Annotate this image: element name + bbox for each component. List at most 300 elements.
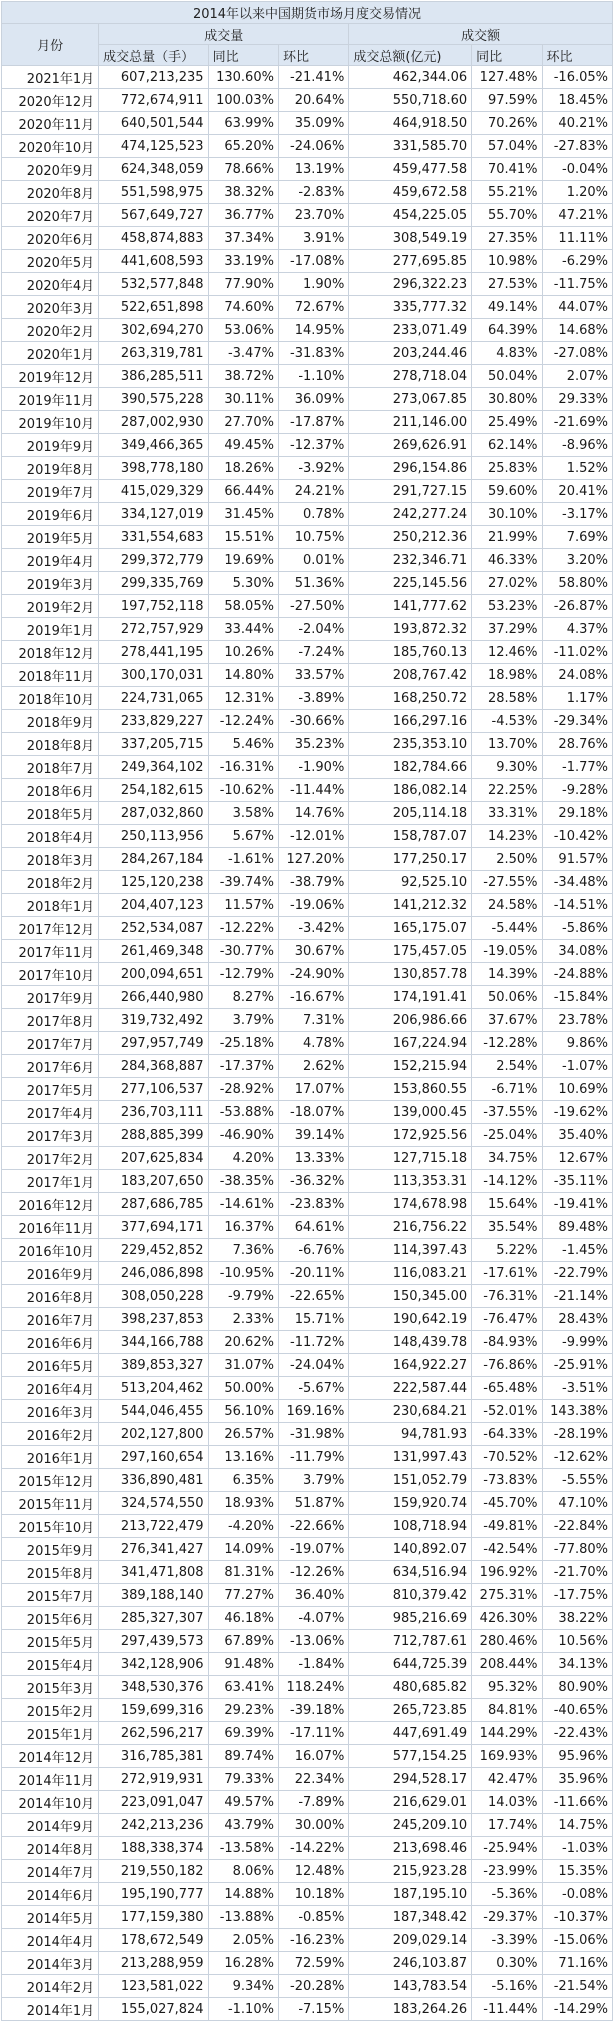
volume-cell: 337,205,715 — [99, 733, 208, 756]
amount-yoy-cell: 30.10% — [472, 503, 542, 526]
month-cell: 2019年7月 — [2, 480, 99, 503]
month-cell: 2018年5月 — [2, 802, 99, 825]
amount-mom-cell: 95.96% — [542, 1745, 612, 1768]
amount-mom-cell: -12.62% — [542, 1446, 612, 1469]
amount-yoy-cell: 15.64% — [472, 1193, 542, 1216]
amount-yoy-cell: 37.29% — [472, 618, 542, 641]
amount-cell: 131,997.43 — [349, 1446, 472, 1469]
volume-yoy-cell: 38.72% — [208, 365, 278, 388]
amount-yoy-cell: -70.52% — [472, 1446, 542, 1469]
volume-yoy-cell: 18.26% — [208, 457, 278, 480]
volume-cell: 341,471,808 — [99, 1561, 208, 1584]
table-row — [2, 319, 613, 342]
amount-mom-cell: 11.11% — [542, 227, 612, 250]
volume-yoy-cell: 5.67% — [208, 825, 278, 848]
month-cell: 2020年8月 — [2, 181, 99, 204]
amount-cell: 206,986.66 — [349, 1009, 472, 1032]
volume-cell: 398,237,853 — [99, 1308, 208, 1331]
table-row — [2, 1883, 613, 1906]
volume-mom-cell: 14.95% — [278, 319, 348, 342]
amount-yoy-cell: 27.53% — [472, 273, 542, 296]
month-cell: 2020年6月 — [2, 227, 99, 250]
table-row — [2, 388, 613, 411]
month-cell: 2015年6月 — [2, 1607, 99, 1630]
volume-cell: 349,466,365 — [99, 434, 208, 457]
amount-cell: 166,297.16 — [349, 710, 472, 733]
month-cell: 2017年10月 — [2, 963, 99, 986]
amount-cell: 331,585.70 — [349, 135, 472, 158]
amount-cell: 140,892.07 — [349, 1538, 472, 1561]
volume-cell: 272,919,931 — [99, 1768, 208, 1791]
month-cell: 2019年2月 — [2, 595, 99, 618]
volume-mom-cell: 118.24% — [278, 1676, 348, 1699]
volume-group-header: 成交量 — [99, 24, 349, 45]
volume-mom-cell: 10.18% — [278, 1883, 348, 1906]
month-cell: 2017年5月 — [2, 1078, 99, 1101]
volume-mom-cell: 36.40% — [278, 1584, 348, 1607]
month-cell: 2019年9月 — [2, 434, 99, 457]
volume-yoy-cell: 2.33% — [208, 1308, 278, 1331]
amount-cell: 211,146.00 — [349, 411, 472, 434]
volume-yoy-cell: 56.10% — [208, 1400, 278, 1423]
volume-yoy-cell: 19.69% — [208, 549, 278, 572]
volume-yoy-cell: 27.70% — [208, 411, 278, 434]
amount-mom-cell: -21.14% — [542, 1285, 612, 1308]
table-row — [2, 1032, 613, 1055]
volume-mom-cell: -7.15% — [278, 1998, 348, 2021]
amount-cell: 167,224.94 — [349, 1032, 472, 1055]
table-row — [2, 89, 613, 112]
amount-cell: 213,698.46 — [349, 1837, 472, 1860]
table-row — [2, 1975, 613, 1998]
amount-cell: 130,857.78 — [349, 963, 472, 986]
volume-mom-cell: 33.57% — [278, 664, 348, 687]
amount-yoy-cell: -17.61% — [472, 1262, 542, 1285]
amount-yoy-cell: -19.05% — [472, 940, 542, 963]
amount-cell: 294,528.17 — [349, 1768, 472, 1791]
amount-cell: 634,516.94 — [349, 1561, 472, 1584]
volume-mom-cell: 3.79% — [278, 1469, 348, 1492]
amount-yoy-cell: 95.32% — [472, 1676, 542, 1699]
volume-mom-cell: -17.11% — [278, 1722, 348, 1745]
amount-group-header: 成交额 — [349, 24, 613, 45]
amount-mom-cell: 10.56% — [542, 1630, 612, 1653]
amount-cell: 246,103.87 — [349, 1952, 472, 1975]
volume-mom-cell: 17.07% — [278, 1078, 348, 1101]
month-cell: 2020年12月 — [2, 89, 99, 112]
volume-cell: 344,166,788 — [99, 1331, 208, 1354]
volume-cell: 249,364,102 — [99, 756, 208, 779]
volume-mom-cell: -13.06% — [278, 1630, 348, 1653]
month-cell: 2020年4月 — [2, 273, 99, 296]
amount-cell: 459,672.58 — [349, 181, 472, 204]
volume-yoy-cell: 53.06% — [208, 319, 278, 342]
amount-yoy-cell: 42.47% — [472, 1768, 542, 1791]
amount-mom-cell: -26.87% — [542, 595, 612, 618]
amount-yoy-cell: 10.98% — [472, 250, 542, 273]
volume-cell: 331,554,683 — [99, 526, 208, 549]
amount-cell: 459,477.58 — [349, 158, 472, 181]
volume-mom-cell: 36.09% — [278, 388, 348, 411]
amount-mom-cell: -77.80% — [542, 1538, 612, 1561]
volume-cell: 772,674,911 — [99, 89, 208, 112]
amount-yoy-cell: 62.14% — [472, 434, 542, 457]
amount-mom-cell: -3.51% — [542, 1377, 612, 1400]
amount-mom-cell: 1.20% — [542, 181, 612, 204]
volume-cell: 178,672,549 — [99, 1929, 208, 1952]
amount-cell: 177,250.17 — [349, 848, 472, 871]
month-cell: 2016年4月 — [2, 1377, 99, 1400]
volume-mom-cell: -20.11% — [278, 1262, 348, 1285]
volume-mom-cell: -1.84% — [278, 1653, 348, 1676]
amount-yoy-cell: 64.39% — [472, 319, 542, 342]
table-row — [2, 1837, 613, 1860]
volume-cell: 277,106,537 — [99, 1078, 208, 1101]
amount-cell: 203,244.46 — [349, 342, 472, 365]
volume-yoy-cell: -28.92% — [208, 1078, 278, 1101]
amount-yoy-cell: -25.94% — [472, 1837, 542, 1860]
amount-yoy-cell: 12.46% — [472, 641, 542, 664]
volume-cell: 236,703,111 — [99, 1101, 208, 1124]
volume-cell: 202,127,800 — [99, 1423, 208, 1446]
volume-yoy-cell: 5.46% — [208, 733, 278, 756]
volume-cell: 348,530,376 — [99, 1676, 208, 1699]
month-cell: 2018年8月 — [2, 733, 99, 756]
amount-yoy-cell: -11.44% — [472, 1998, 542, 2021]
amount-mom-cell: 143.38% — [542, 1400, 612, 1423]
amount-mom-cell: 58.80% — [542, 572, 612, 595]
volume-yoy-cell: -39.74% — [208, 871, 278, 894]
volume-yoy-cell: 5.30% — [208, 572, 278, 595]
month-cell: 2015年1月 — [2, 1722, 99, 1745]
volume-cell: 197,752,118 — [99, 595, 208, 618]
amount-mom-cell: 71.16% — [542, 1952, 612, 1975]
amount-mom-cell: -1.45% — [542, 1239, 612, 1262]
amount-yoy-cell: 17.74% — [472, 1814, 542, 1837]
volume-cell: 125,120,238 — [99, 871, 208, 894]
volume-yoy-cell: 63.99% — [208, 112, 278, 135]
volume-yoy-cell: 29.23% — [208, 1699, 278, 1722]
month-cell: 2019年10月 — [2, 411, 99, 434]
table-row — [2, 733, 613, 756]
volume-yoy-cell: -13.88% — [208, 1906, 278, 1929]
volume-yoy-cell: 49.57% — [208, 1791, 278, 1814]
amount-mom-cell: -17.75% — [542, 1584, 612, 1607]
month-cell: 2016年12月 — [2, 1193, 99, 1216]
amount-cell: 550,718.60 — [349, 89, 472, 112]
month-cell: 2019年5月 — [2, 526, 99, 549]
amount-yoy-cell: -76.31% — [472, 1285, 542, 1308]
table-row — [2, 503, 613, 526]
table-row — [2, 204, 613, 227]
volume-cell: 544,046,455 — [99, 1400, 208, 1423]
volume-yoy-cell: -12.79% — [208, 963, 278, 986]
amount-mom-cell: -0.04% — [542, 158, 612, 181]
amount-mom-cell: -1.03% — [542, 1837, 612, 1860]
amount-mom-cell: -19.62% — [542, 1101, 612, 1124]
amount-cell: 209,029.14 — [349, 1929, 472, 1952]
volume-cell: 250,113,956 — [99, 825, 208, 848]
volume-mom-cell: -12.01% — [278, 825, 348, 848]
table-row — [2, 871, 613, 894]
amount-yoy-cell: -73.83% — [472, 1469, 542, 1492]
amount-yoy-cell: 25.49% — [472, 411, 542, 434]
amount-mom-cell: -14.51% — [542, 894, 612, 917]
volume-cell: 299,335,769 — [99, 572, 208, 595]
table-row — [2, 1239, 613, 1262]
volume-mom-cell: -16.23% — [278, 1929, 348, 1952]
amount-cell: 182,784.66 — [349, 756, 472, 779]
month-cell: 2020年10月 — [2, 135, 99, 158]
amount-mom-cell: 14.68% — [542, 319, 612, 342]
month-cell: 2019年1月 — [2, 618, 99, 641]
volume-mom-cell: 169.16% — [278, 1400, 348, 1423]
amount-cell: 108,718.94 — [349, 1515, 472, 1538]
volume-cell: 334,127,019 — [99, 503, 208, 526]
volume-mom-cell: -24.04% — [278, 1354, 348, 1377]
table-row — [2, 296, 613, 319]
amount-cell: 216,629.01 — [349, 1791, 472, 1814]
amount-cell: 985,216.69 — [349, 1607, 472, 1630]
table-row — [2, 664, 613, 687]
volume-mom-cell: 23.70% — [278, 204, 348, 227]
amount-yoy-cell: 22.25% — [472, 779, 542, 802]
amount-mom-cell: 3.20% — [542, 549, 612, 572]
volume-yoy-cell: 65.20% — [208, 135, 278, 158]
volume-cell: 188,338,374 — [99, 1837, 208, 1860]
amount-mom-cell: 47.10% — [542, 1492, 612, 1515]
amount-yoy-cell: 57.04% — [472, 135, 542, 158]
volume-mom-cell: 39.14% — [278, 1124, 348, 1147]
amount-cell: 810,379.42 — [349, 1584, 472, 1607]
month-cell: 2015年12月 — [2, 1469, 99, 1492]
table-row — [2, 1285, 613, 1308]
amount-cell: 230,684.21 — [349, 1400, 472, 1423]
table-row — [2, 181, 613, 204]
volume-yoy-cell: 3.58% — [208, 802, 278, 825]
amount-cell: 462,344.06 — [349, 66, 472, 89]
volume-yoy-cell: -16.31% — [208, 756, 278, 779]
amount-cell: 447,691.49 — [349, 1722, 472, 1745]
amount-cell: 92,525.10 — [349, 871, 472, 894]
table-row — [2, 342, 613, 365]
table-row — [2, 1630, 613, 1653]
volume-cell: 522,651,898 — [99, 296, 208, 319]
volume-cell: 183,207,650 — [99, 1170, 208, 1193]
volume-mom-cell: -31.98% — [278, 1423, 348, 1446]
volume-cell: 261,469,348 — [99, 940, 208, 963]
month-cell: 2015年3月 — [2, 1676, 99, 1699]
volume-yoy-cell: 16.28% — [208, 1952, 278, 1975]
volume-cell: 200,094,651 — [99, 963, 208, 986]
volume-yoy-cell: 6.35% — [208, 1469, 278, 1492]
volume-mom-cell: -20.28% — [278, 1975, 348, 1998]
volume-mom-cell: -3.42% — [278, 917, 348, 940]
amount-mom-cell: -9.28% — [542, 779, 612, 802]
table-row — [2, 756, 613, 779]
amount-mom-cell: 40.21% — [542, 112, 612, 135]
futures-monthly-table — [1, 1, 613, 2021]
volume-mom-cell: -2.04% — [278, 618, 348, 641]
month-cell: 2015年5月 — [2, 1630, 99, 1653]
volume-yoy-cell: 9.34% — [208, 1975, 278, 1998]
table-row — [2, 250, 613, 273]
volume-yoy-cell: 31.07% — [208, 1354, 278, 1377]
month-cell: 2016年9月 — [2, 1262, 99, 1285]
table-row — [2, 1515, 613, 1538]
table-row — [2, 1607, 613, 1630]
table-row — [2, 365, 613, 388]
month-cell: 2016年11月 — [2, 1216, 99, 1239]
amount-cell: 225,145.56 — [349, 572, 472, 595]
volume-mom-cell: 35.09% — [278, 112, 348, 135]
volume-mom-cell: 30.00% — [278, 1814, 348, 1837]
volume-mom-cell: 16.07% — [278, 1745, 348, 1768]
volume-mom-cell: -19.07% — [278, 1538, 348, 1561]
amount-mom-cell: -5.86% — [542, 917, 612, 940]
amount-cell: 291,727.15 — [349, 480, 472, 503]
month-cell: 2014年1月 — [2, 1998, 99, 2021]
table-row — [2, 1124, 613, 1147]
amount-yoy-cell: 27.35% — [472, 227, 542, 250]
amount-mom-cell: -15.06% — [542, 1929, 612, 1952]
amount-cell: 153,860.55 — [349, 1078, 472, 1101]
amount-cell: 187,195.10 — [349, 1883, 472, 1906]
month-column-header: 月份 — [2, 24, 99, 66]
volume-yoy-cell: 36.77% — [208, 204, 278, 227]
table-row — [2, 526, 613, 549]
volume-yoy-cell: 8.06% — [208, 1860, 278, 1883]
amount-yoy-cell: 9.30% — [472, 756, 542, 779]
amount-yoy-cell: -76.86% — [472, 1354, 542, 1377]
amount-mom-cell: -24.88% — [542, 963, 612, 986]
volume-yoy-cell: -30.77% — [208, 940, 278, 963]
volume-mom-cell: -22.66% — [278, 1515, 348, 1538]
table-row — [2, 1722, 613, 1745]
volume-yoy-cell: 33.19% — [208, 250, 278, 273]
table-row — [2, 112, 613, 135]
volume-mom-cell: -11.79% — [278, 1446, 348, 1469]
amount-mom-cell: -22.43% — [542, 1722, 612, 1745]
volume-cell: 246,086,898 — [99, 1262, 208, 1285]
amount-cell: 250,212.36 — [349, 526, 472, 549]
amount-mom-cell: -28.19% — [542, 1423, 612, 1446]
amount-yoy-cell: 27.02% — [472, 572, 542, 595]
table-row — [2, 1492, 613, 1515]
volume-mom-cell: 0.78% — [278, 503, 348, 526]
volume-yoy-cell: 89.74% — [208, 1745, 278, 1768]
table-row — [2, 1009, 613, 1032]
volume-cell: 195,190,777 — [99, 1883, 208, 1906]
month-cell: 2018年3月 — [2, 848, 99, 871]
amount-yoy-cell: 25.83% — [472, 457, 542, 480]
table-row — [2, 1906, 613, 1929]
volume-yoy-cell: -10.62% — [208, 779, 278, 802]
amount-yoy-cell: -12.28% — [472, 1032, 542, 1055]
amount-yoy-cell: 14.03% — [472, 1791, 542, 1814]
table-row — [2, 1538, 613, 1561]
amount-mom-cell: 35.40% — [542, 1124, 612, 1147]
table-row — [2, 480, 613, 503]
volume-yoy-cell: 69.39% — [208, 1722, 278, 1745]
table-row — [2, 572, 613, 595]
amount-yoy-cell: 49.14% — [472, 296, 542, 319]
volume-cell: 287,032,860 — [99, 802, 208, 825]
amount-mom-cell: 9.86% — [542, 1032, 612, 1055]
amount-mom-cell: -11.02% — [542, 641, 612, 664]
volume-cell: 474,125,523 — [99, 135, 208, 158]
volume-yoy-cell: -17.37% — [208, 1055, 278, 1078]
volume-mom-cell: -24.90% — [278, 963, 348, 986]
volume-cell: 532,577,848 — [99, 273, 208, 296]
volume-mom-cell: 3.91% — [278, 227, 348, 250]
volume-mom-cell: -12.37% — [278, 434, 348, 457]
month-cell: 2018年6月 — [2, 779, 99, 802]
month-cell: 2014年12月 — [2, 1745, 99, 1768]
volume-mom-cell: -39.18% — [278, 1699, 348, 1722]
table-row — [2, 457, 613, 480]
volume-cell: 297,957,749 — [99, 1032, 208, 1055]
amount-yoy-cell: 46.33% — [472, 549, 542, 572]
month-cell: 2018年2月 — [2, 871, 99, 894]
volume-mom-cell: -30.66% — [278, 710, 348, 733]
amount-mom-cell: -0.08% — [542, 1883, 612, 1906]
amount-mom-cell: -35.11% — [542, 1170, 612, 1193]
volume-mom-cell: -22.65% — [278, 1285, 348, 1308]
volume-cell: 272,757,929 — [99, 618, 208, 641]
amount-cell: 193,872.32 — [349, 618, 472, 641]
amount-cell: 277,695.85 — [349, 250, 472, 273]
table-row — [2, 687, 613, 710]
amount-yoy-cell: 53.23% — [472, 595, 542, 618]
amount-mom-cell: 47.21% — [542, 204, 612, 227]
month-cell: 2014年7月 — [2, 1860, 99, 1883]
month-cell: 2019年12月 — [2, 365, 99, 388]
amount-yoy-cell: -4.53% — [472, 710, 542, 733]
amount-yoy-cell: 18.98% — [472, 664, 542, 687]
volume-cell: 551,598,975 — [99, 181, 208, 204]
amount-cell: 148,439.78 — [349, 1331, 472, 1354]
volume-mom-cell: -3.89% — [278, 687, 348, 710]
volume-cell: 308,050,228 — [99, 1285, 208, 1308]
month-cell: 2020年2月 — [2, 319, 99, 342]
month-cell: 2017年6月 — [2, 1055, 99, 1078]
amount-cell: 278,718.04 — [349, 365, 472, 388]
amount-yoy-cell: 14.23% — [472, 825, 542, 848]
table-row — [2, 158, 613, 181]
amount-yoy-cell: 14.39% — [472, 963, 542, 986]
amount-cell: 174,191.41 — [349, 986, 472, 1009]
amount-yoy-cell: 208.44% — [472, 1653, 542, 1676]
volume-mom-cell: 4.78% — [278, 1032, 348, 1055]
volume-mom-cell: 51.87% — [278, 1492, 348, 1515]
volume-cell: 213,722,479 — [99, 1515, 208, 1538]
amount-yoy-cell: 426.30% — [472, 1607, 542, 1630]
amount-mom-cell: 80.90% — [542, 1676, 612, 1699]
volume-yoy-cell: 14.80% — [208, 664, 278, 687]
amount-cell: 335,777.32 — [349, 296, 472, 319]
amount-mom-cell: 1.17% — [542, 687, 612, 710]
volume-yoy-cell: 81.31% — [208, 1561, 278, 1584]
amount-yoy-cell: 97.59% — [472, 89, 542, 112]
amount-yoy-cell: 50.04% — [472, 365, 542, 388]
table-row — [2, 963, 613, 986]
amount-cell: 245,209.10 — [349, 1814, 472, 1837]
amount-yoy-cell: -49.81% — [472, 1515, 542, 1538]
amount-mom-cell: -21.54% — [542, 1975, 612, 1998]
amount-cell: 114,397.43 — [349, 1239, 472, 1262]
volume-cell: 262,596,217 — [99, 1722, 208, 1745]
